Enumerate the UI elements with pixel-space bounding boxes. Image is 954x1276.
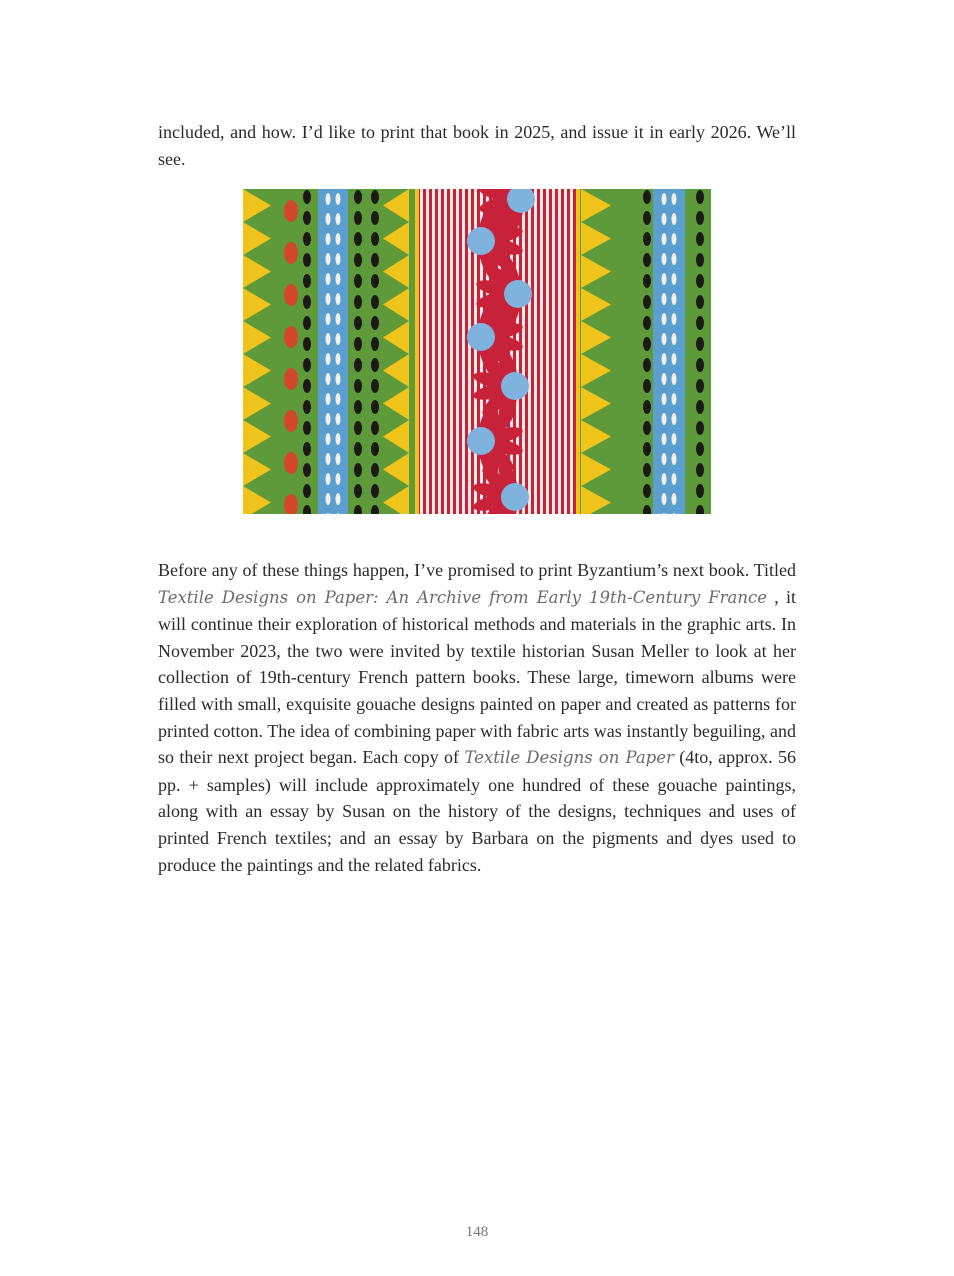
black-dots-left-a — [303, 484, 311, 498]
paragraph-main — [158, 557, 796, 878]
blue-stripe-right-mark — [662, 433, 667, 445]
black-dots-left-b — [354, 211, 362, 225]
blue-stripe-left-mark — [326, 453, 331, 465]
central-band-stripe — [573, 189, 576, 514]
central-band-stripe — [525, 189, 528, 514]
black-dots-left-a — [303, 274, 311, 288]
blue-stripe-left-mark — [326, 333, 331, 345]
book-title-full: Textile Designs on Paper: An Archive from Early 19th-Century France — [158, 587, 768, 607]
blue-stripe-left-mark — [336, 493, 341, 505]
blue-stripe-left-mark — [326, 473, 331, 485]
black-dots-left-c — [371, 442, 379, 456]
black-dots-right-b — [696, 274, 704, 288]
blue-stripe-left-mark — [326, 373, 331, 385]
black-dots-left-c — [371, 379, 379, 393]
orange-oval-left — [284, 410, 298, 432]
blue-stripe-right-mark — [672, 333, 677, 345]
black-dots-left-a — [303, 337, 311, 351]
black-dots-left-c — [371, 232, 379, 246]
central-band-stripe — [567, 189, 570, 514]
black-dots-right-a — [643, 400, 651, 414]
textile-pattern-illustration — [243, 189, 711, 514]
blue-stripe-left-mark — [336, 273, 341, 285]
blue-stripe-left-mark — [336, 453, 341, 465]
blue-stripe-left-mark — [326, 193, 331, 205]
black-dots-right-a — [643, 232, 651, 246]
black-dots-right-a — [643, 253, 651, 267]
black-dots-left-c — [371, 400, 379, 414]
black-dots-right-b — [696, 211, 704, 225]
blue-stripe-right-mark — [662, 233, 667, 245]
page-number: 148 — [465, 1224, 489, 1240]
black-dots-right-b — [696, 232, 704, 246]
black-dots-left-c — [371, 421, 379, 435]
blue-stripe-right-mark — [672, 493, 677, 505]
black-dots-left-c — [371, 274, 379, 288]
blue-stripe-left-mark — [326, 253, 331, 265]
orange-oval-left — [284, 368, 298, 390]
black-dots-right-a — [643, 484, 651, 498]
blue-stripe-right-mark — [662, 473, 667, 485]
black-dots-left-a — [303, 400, 311, 414]
black-dots-left-b — [354, 484, 362, 498]
blue-stripe-right-mark — [662, 253, 667, 265]
blue-stripe-right-mark — [672, 433, 677, 445]
blue-stripe-right-mark — [662, 453, 667, 465]
flower-center — [504, 280, 532, 308]
black-dots-left-c — [371, 484, 379, 498]
black-dots-right-b — [696, 421, 704, 435]
blue-stripe-right-mark — [672, 473, 677, 485]
paragraph-top — [158, 119, 796, 172]
black-dots-left-b — [354, 421, 362, 435]
black-dots-left-b — [354, 253, 362, 267]
blue-stripe-left-mark — [336, 293, 341, 305]
black-dots-left-c — [371, 295, 379, 309]
blue-stripe-left-mark — [336, 233, 341, 245]
black-dots-left-c — [371, 211, 379, 225]
central-band-stripe — [435, 189, 438, 514]
black-dots-left-b — [354, 400, 362, 414]
orange-oval-left — [284, 452, 298, 474]
blue-stripe-right-mark — [672, 313, 677, 325]
flower-center — [467, 427, 495, 455]
blue-stripe-right-mark — [672, 233, 677, 245]
black-dots-left-c — [371, 316, 379, 330]
black-dots-left-a — [303, 358, 311, 372]
central-band-stripe — [519, 189, 522, 514]
black-dots-right-b — [696, 253, 704, 267]
blue-stripe-right-mark — [672, 253, 677, 265]
central-band-stripe — [459, 189, 462, 514]
blue-stripe-right-mark — [662, 293, 667, 305]
blue-stripe-right-mark — [662, 313, 667, 325]
paragraph-main-part2: , it will continue their exploration of historical methods and materials in the graphic arts. In November 2023, the two were invited by textile historian Susan Meller to look at her collection of 19th-century French pattern books. These large, timeworn albums were filled with small, exquisite gouache designs painted on paper and created as patterns for printed cotton. The idea of combining paper with fabric arts was instantly beguiling, and so their next project began. Each copy of — [158, 586, 796, 768]
book-title-short: Textile Designs on Paper — [464, 748, 674, 768]
black-dots-right-b — [696, 295, 704, 309]
black-dots-left-a — [303, 421, 311, 435]
black-dots-left-c — [371, 253, 379, 267]
blue-stripe-left-mark — [336, 353, 341, 365]
black-dots-left-b — [354, 316, 362, 330]
blue-stripe-right-mark — [662, 413, 667, 425]
blue-stripe-left-mark — [336, 433, 341, 445]
blue-stripe-left-mark — [326, 233, 331, 245]
blue-stripe-left-mark — [326, 273, 331, 285]
central-band-stripe — [453, 189, 456, 514]
flower-center — [501, 372, 529, 400]
paragraph-main-part1: Before any of these things happen, I’ve promised to print Byzantium’s next book. Titled — [158, 560, 796, 580]
black-dots-right-a — [643, 337, 651, 351]
central-band-stripe — [531, 189, 534, 514]
black-dots-left-b — [354, 295, 362, 309]
central-band-stripe — [429, 189, 432, 514]
black-dots-left-a — [303, 211, 311, 225]
blue-stripe-right-mark — [672, 373, 677, 385]
orange-oval-left — [284, 200, 298, 222]
black-dots-left-b — [354, 358, 362, 372]
blue-stripe-left-mark — [336, 413, 341, 425]
blue-stripe-right-mark — [662, 493, 667, 505]
blue-stripe-right-mark — [662, 333, 667, 345]
blue-stripe-left-mark — [326, 213, 331, 225]
black-dots-left-a — [303, 232, 311, 246]
black-dots-right-a — [643, 190, 651, 204]
black-dots-left-c — [371, 190, 379, 204]
blue-stripe-left-mark — [326, 393, 331, 405]
blue-stripe-left-mark — [326, 433, 331, 445]
black-dots-right-a — [643, 274, 651, 288]
central-band-stripe — [555, 189, 558, 514]
black-dots-left-b — [354, 190, 362, 204]
black-dots-right-b — [696, 337, 704, 351]
central-band-stripe — [423, 189, 426, 514]
black-dots-left-a — [303, 463, 311, 477]
blue-stripe-right-mark — [672, 293, 677, 305]
black-dots-right-b — [696, 442, 704, 456]
black-dots-left-b — [354, 442, 362, 456]
central-band-edge-right — [576, 189, 580, 514]
central-band-stripe — [549, 189, 552, 514]
blue-stripe-right-mark — [662, 393, 667, 405]
blue-stripe-right-mark — [672, 413, 677, 425]
blue-stripe-right-mark — [672, 213, 677, 225]
blue-stripe-left — [318, 189, 348, 514]
black-dots-right-b — [696, 463, 704, 477]
black-dots-right-b — [696, 484, 704, 498]
blue-stripe-left-mark — [336, 373, 341, 385]
orange-oval-left — [284, 326, 298, 348]
black-dots-left-a — [303, 295, 311, 309]
paragraph-top-text: included, and how. I’d like to print that book in 2025, and issue it in early 2026. We’ll see. — [158, 122, 796, 169]
black-dots-right-a — [643, 295, 651, 309]
black-dots-right-b — [696, 358, 704, 372]
blue-stripe-left-mark — [336, 393, 341, 405]
black-dots-right-a — [643, 463, 651, 477]
flower-center — [467, 323, 495, 351]
blue-stripe-left-mark — [326, 313, 331, 325]
black-dots-left-b — [354, 274, 362, 288]
black-dots-right-a — [643, 379, 651, 393]
black-dots-left-b — [354, 232, 362, 246]
black-dots-left-b — [354, 463, 362, 477]
black-dots-right-a — [643, 316, 651, 330]
black-dots-left-a — [303, 442, 311, 456]
black-dots-left-a — [303, 379, 311, 393]
central-band-stripe — [447, 189, 450, 514]
black-dots-left-a — [303, 253, 311, 267]
black-dots-right-a — [643, 442, 651, 456]
blue-stripe-right-mark — [662, 373, 667, 385]
blue-stripe-left-mark — [336, 333, 341, 345]
black-dots-left-a — [303, 316, 311, 330]
black-dots-left-c — [371, 358, 379, 372]
blue-stripe-right-mark — [662, 213, 667, 225]
blue-stripe-right — [653, 189, 685, 514]
central-band-stripe — [537, 189, 540, 514]
black-dots-right-b — [696, 379, 704, 393]
black-dots-right-b — [696, 190, 704, 204]
paragraph-main-part3: (4to, approx. 56 pp. + samples) will include approximately one hundred of these gouache paintings, along with an essay by Susan on the history of the designs, techniques and uses of printed French textiles; and an essay by Barbara on the pigments and dyes used to produce the paintings and the related fabrics. — [158, 747, 796, 875]
central-band-stripe — [561, 189, 564, 514]
central-band-edge-left — [415, 189, 419, 514]
blue-stripe-left-mark — [336, 313, 341, 325]
black-dots-left-b — [354, 337, 362, 351]
black-dots-right-a — [643, 421, 651, 435]
black-dots-left-c — [371, 463, 379, 477]
black-dots-right-a — [643, 211, 651, 225]
blue-stripe-left-mark — [326, 493, 331, 505]
black-dots-right-a — [643, 358, 651, 372]
blue-stripe-right-mark — [672, 273, 677, 285]
central-band-stripe — [543, 189, 546, 514]
blue-stripe-right-mark — [662, 193, 667, 205]
blue-stripe-left-mark — [326, 293, 331, 305]
orange-oval-left — [284, 242, 298, 264]
blue-stripe-right-mark — [672, 353, 677, 365]
blue-stripe-right-mark — [662, 273, 667, 285]
black-dots-right-b — [696, 400, 704, 414]
blue-stripe-right-mark — [662, 353, 667, 365]
blue-stripe-right-mark — [672, 453, 677, 465]
blue-stripe-left-mark — [326, 353, 331, 365]
black-dots-right-b — [696, 316, 704, 330]
black-dots-left-c — [371, 337, 379, 351]
blue-stripe-left-mark — [336, 253, 341, 265]
flower-center — [467, 227, 495, 255]
black-dots-left-a — [303, 190, 311, 204]
black-dots-left-b — [354, 379, 362, 393]
blue-stripe-left-mark — [336, 213, 341, 225]
blue-stripe-left-mark — [326, 413, 331, 425]
blue-stripe-left-mark — [336, 473, 341, 485]
flower-center — [501, 483, 529, 511]
blue-stripe-right-mark — [672, 393, 677, 405]
blue-stripe-left-mark — [336, 193, 341, 205]
central-band-stripe — [441, 189, 444, 514]
blue-stripe-right-mark — [672, 193, 677, 205]
orange-oval-left — [284, 284, 298, 306]
